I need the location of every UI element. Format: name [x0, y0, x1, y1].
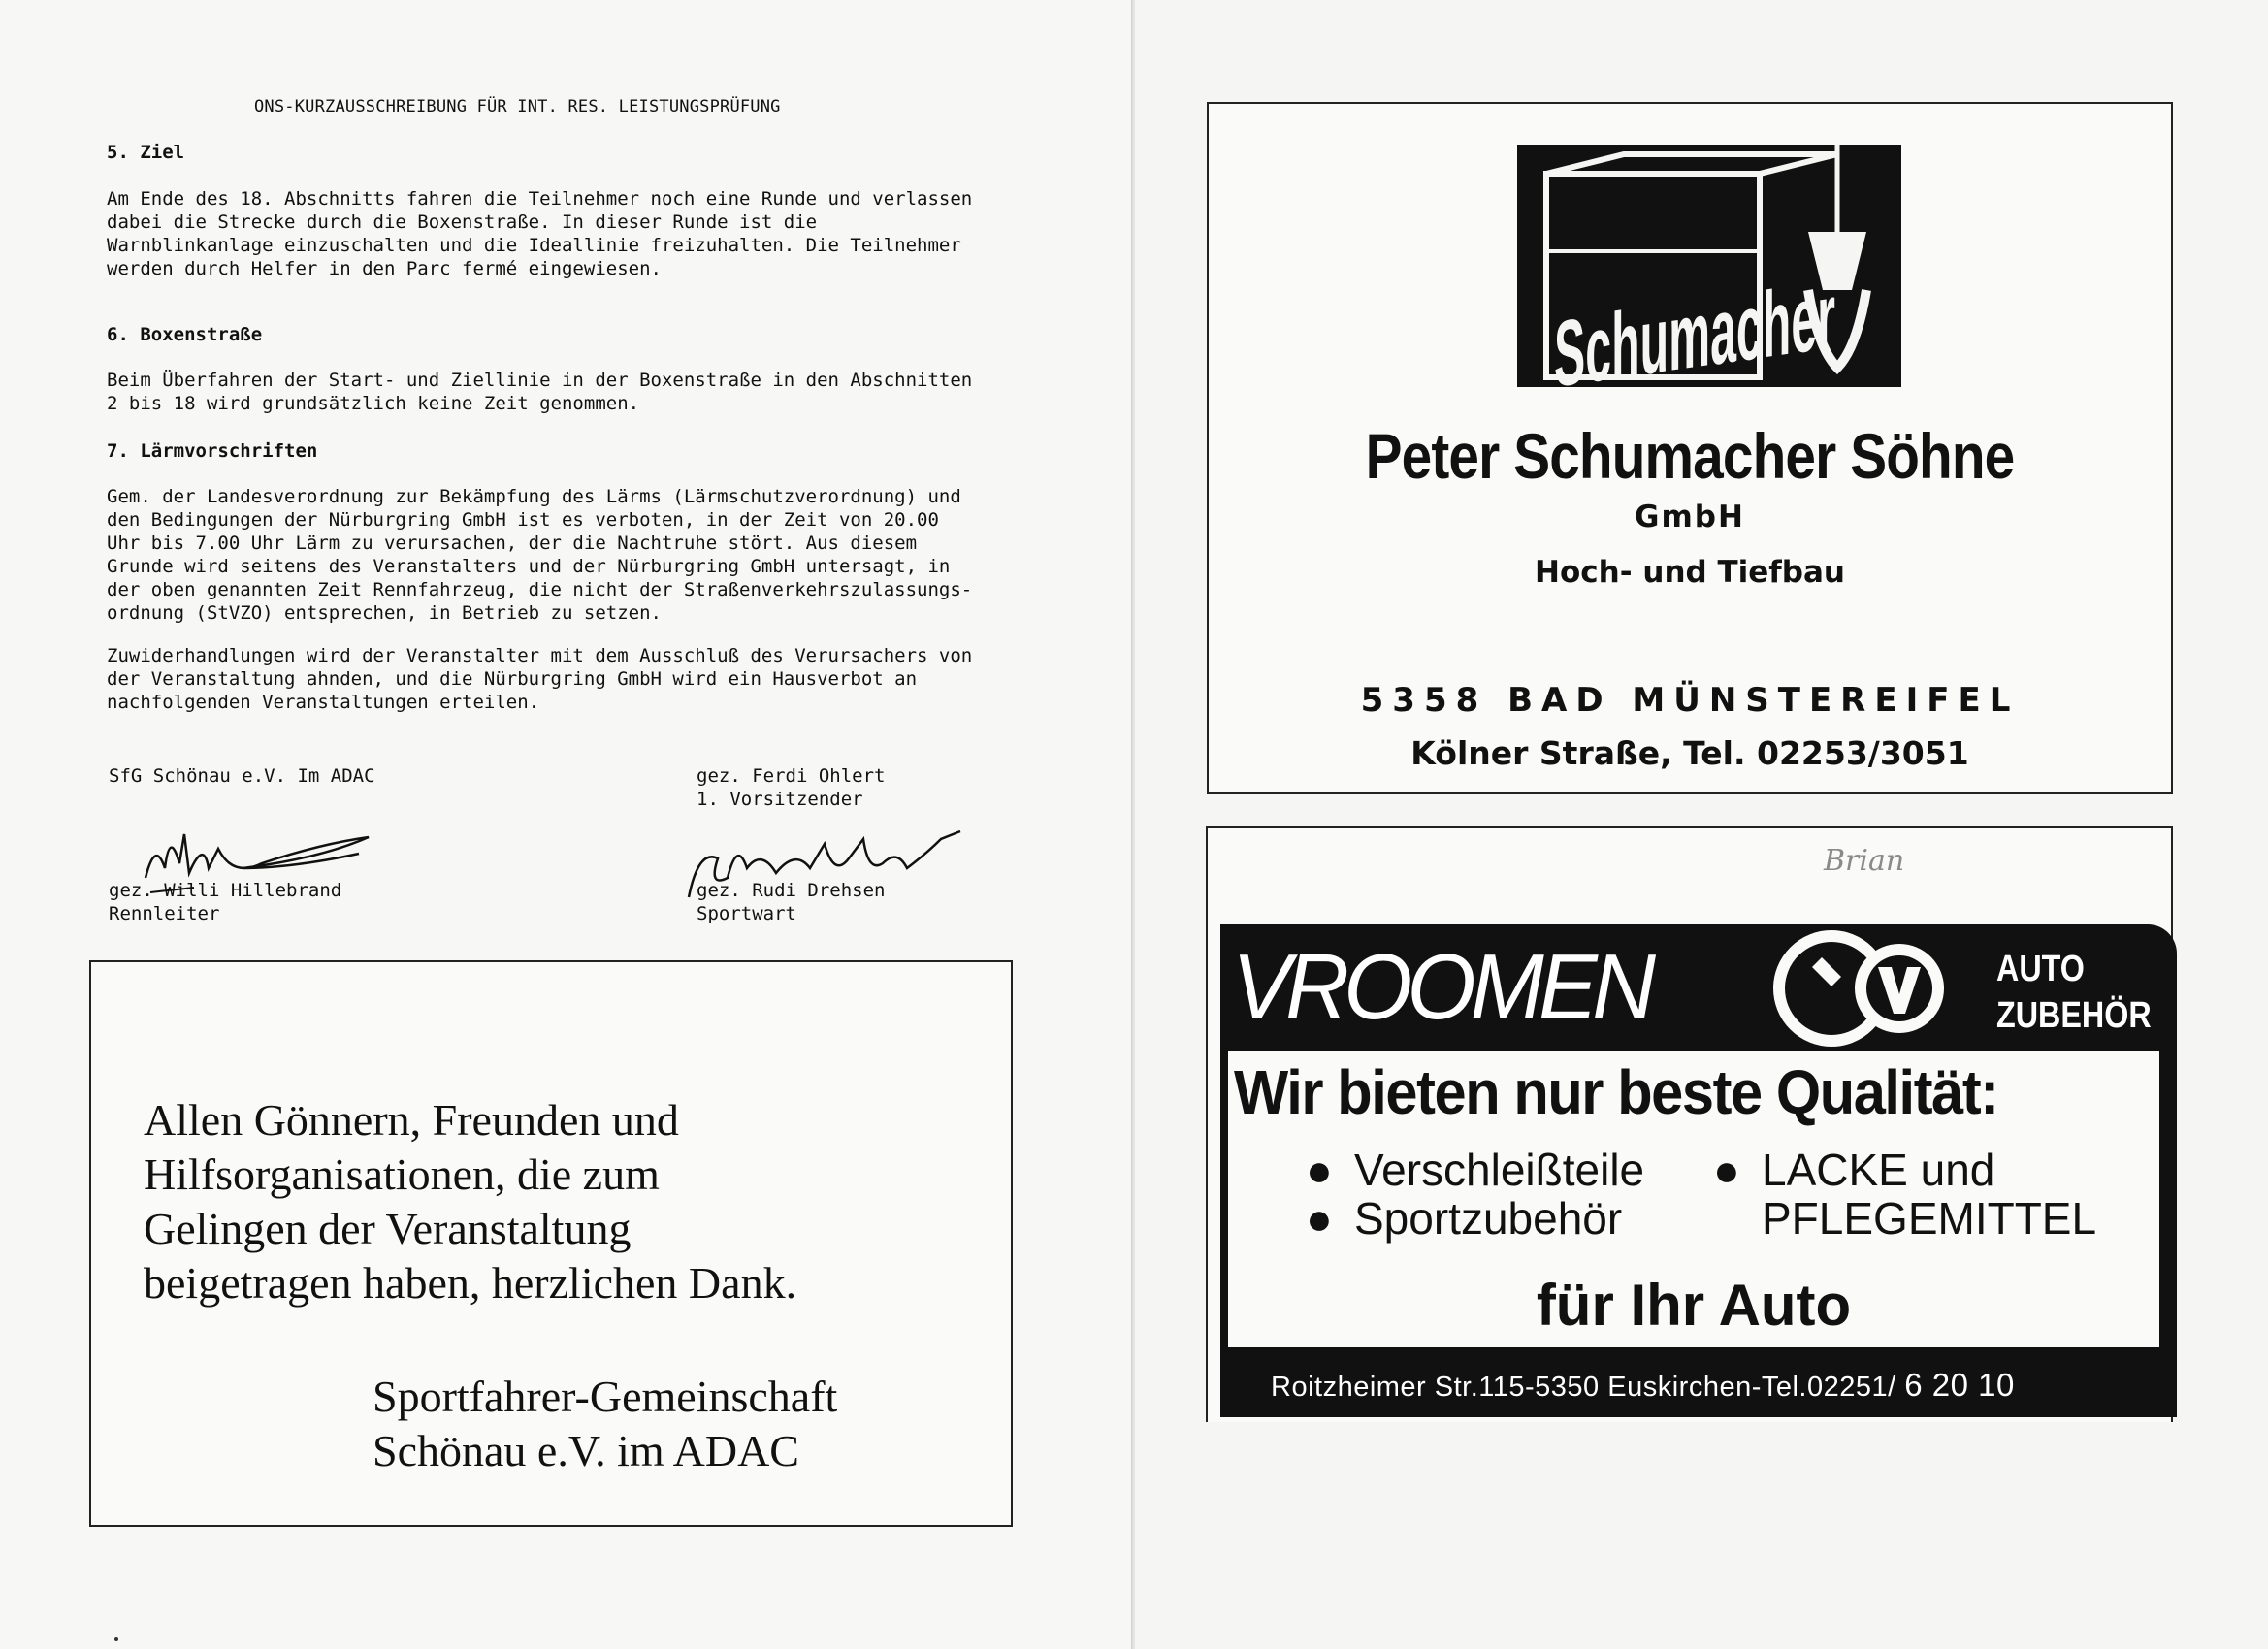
club-name: SfG Schönau e.V. Im ADAC — [109, 765, 375, 787]
item-lacke: LACKE und — [1762, 1145, 1995, 1195]
vroomen-content — [1228, 1051, 2159, 1347]
company-address: Kölner Straße, Tel. 02253/3051 — [1410, 734, 1969, 772]
vroomen-footer: für Ihr Auto — [1536, 1273, 1852, 1338]
item-pflegemittel: PFLEGEMITTEL — [1762, 1193, 2097, 1244]
phone-number: 6 20 10 — [1904, 1367, 2015, 1403]
company-name: Peter Schumacher Söhne — [1365, 420, 2015, 492]
section-5-heading: 5. Ziel — [107, 142, 185, 163]
bullet-icon: ● — [1713, 1145, 1740, 1195]
gear-v-logo-icon — [1744, 928, 1987, 1049]
vroomen-headline: Wir bieten nur beste Qualität: — [1234, 1057, 1998, 1127]
schumacher-logo — [1517, 145, 2114, 407]
sports-warden-name: gez. Rudi Drehsen — [697, 880, 886, 901]
tagline-zubehoer: ZUBEHÖR — [1996, 995, 2152, 1036]
racing-director-role: Rennleiter — [109, 903, 220, 924]
chairman-name: gez. Ferdi Ohlert — [697, 765, 886, 787]
section-7-text-2: Zuwiderhandlungen wird der Veranstalter mit dem Ausschluß des Verursachers von der Veranstaltung ahnden, und die Nürburgring GmbH wird ein Hausverbot an nachfolgenden Veranstaltungen erteilen. — [107, 645, 973, 713]
section-7-text: Gem. der Landesverordnung zur Bekämpfung des Lärms (Lärmschutzverordnung) und den Bedingungen der Nürburgring GmbH ist es verboten, in der Zeit von 20.00 Uhr bis 7.00 Uhr Lärm zu verursachen, der die Nachtruhe stört. Aus diesem Grunde wird seitens des Veranstalters und der Nürburgring GmbH untersagt, in der oben genannten Zeit Rennfahrzeug, die nicht der Straßenverkehrszulassungs- ordnung (StVZO) entsprechen, in Betrieb zu setzen. — [107, 486, 973, 624]
item-verschleissteile: Verschleißteile — [1354, 1145, 1645, 1195]
vroomen-brand: VROOMEN — [1232, 935, 1651, 1039]
section-6-text: Beim Überfahren der Start- und Ziellinie in der Boxenstraße in den Abschnitten 2 bis 18 wird grundsätzlich keine Zeit genommen. — [107, 370, 973, 414]
thanks-signoff: Sportfahrer-Gemeinschaft Schönau e.V. im ADAC — [373, 1372, 838, 1475]
address-text: Roitzheimer Str.115-5350 Euskirchen-Tel.02251/ — [1271, 1372, 1896, 1403]
item-sportzubehoer: Sportzubehör — [1354, 1193, 1623, 1244]
ad-schumacher — [1207, 102, 2173, 794]
section-5-text: Am Ende des 18. Abschnitts fahren die Teilnehmer noch eine Runde und verlassen dabei die Strecke durch die Boxenstraße. In dieser Runde ist die Warnblinkanlage einzuschalten und die Ideallinie freizuhalten. Die Teilnehmer werden durch Helfer in den Parc fermé eingewiesen. — [107, 188, 973, 279]
document-title: ONS-KURZAUSSCHREIBUNG FÜR INT. RES. LEISTUNGSPRÜFUNG — [254, 97, 781, 116]
bullet-icon: ● — [1306, 1193, 1333, 1244]
section-7-heading: 7. Lärmvorschriften — [107, 440, 318, 462]
ad-vroomen — [1220, 924, 2177, 1417]
tagline-auto: AUTO — [1996, 949, 2085, 989]
section-6-heading: 6. Boxenstraße — [107, 324, 263, 345]
bullet-icon: ● — [1306, 1145, 1333, 1195]
thanks-message: Allen Gönnern, Freunden und Hilfsorganisationen, die zum Gelingen der Veranstaltung beigetragen haben, herzlichen Dank. — [144, 1095, 797, 1308]
company-city: 5358 BAD MÜNSTEREIFEL — [1360, 681, 2020, 720]
vroomen-address — [1271, 1367, 2015, 1404]
svg-text:Schumacher: Schumacher — [1554, 225, 2114, 407]
thanks-box — [89, 960, 1013, 1527]
racing-director-name: gez. Willi Hillebrand — [109, 880, 342, 901]
vroomen-tagline — [1996, 946, 2152, 1039]
company-services: Hoch- und Tiefbau — [1535, 555, 1845, 590]
handwritten-note: Brian — [1824, 844, 1905, 878]
sports-warden-role: Sportwart — [697, 903, 796, 924]
company-legal-form: GmbH — [1635, 500, 1745, 534]
speck — [114, 1637, 118, 1641]
chairman-role: 1. Vorsitzender — [697, 789, 863, 810]
